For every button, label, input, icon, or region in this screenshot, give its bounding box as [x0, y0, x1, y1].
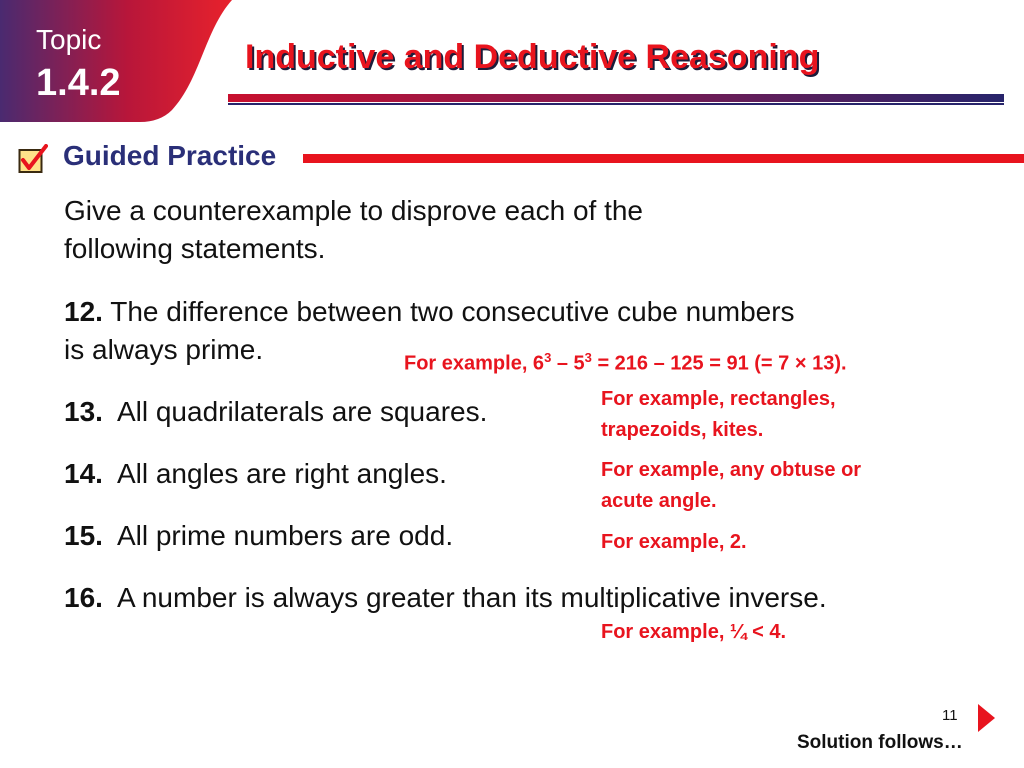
- answer-12: [404, 342, 847, 380]
- question-number: 13.: [64, 396, 103, 427]
- instructions-line-2: following statements.: [64, 233, 326, 264]
- topic-label: Topic: [36, 24, 102, 55]
- instructions-line-1: Give a counterexample to disprove each of the: [64, 195, 644, 226]
- answer-text: = 216 – 125 = 91 (= 7 × 13).: [591, 352, 847, 375]
- next-arrow-icon[interactable]: [976, 703, 996, 733]
- topic-badge: [0, 0, 232, 122]
- question-13: [64, 396, 487, 428]
- section-divider: [303, 154, 1024, 163]
- question-number: 12.: [64, 296, 103, 327]
- question-text: All angles are right angles.: [116, 458, 447, 489]
- answer-line-2: acute angle.: [601, 490, 717, 512]
- answer-16: For example, ¼ < 4.: [601, 621, 787, 643]
- answer-line-1: For example, any obtuse or: [601, 459, 862, 481]
- answer-13: [601, 384, 836, 446]
- page-number: 11: [942, 707, 958, 724]
- question-16: [64, 582, 827, 614]
- exponent: 3: [544, 350, 552, 365]
- answer-14: [601, 455, 861, 517]
- section-title: Guided Practice: [63, 140, 277, 171]
- question-number: 15.: [64, 520, 103, 551]
- checkbox-check-icon: [18, 144, 48, 174]
- question-text: All quadrilaterals are squares.: [116, 396, 488, 427]
- answer-line-2: trapezoids, kites.: [601, 419, 764, 441]
- question-text: The difference between two consecutive cube numbers: [110, 296, 795, 327]
- question-number: 14.: [64, 458, 103, 489]
- question-text-line-2: is always prime.: [64, 334, 264, 365]
- instructions: [64, 192, 804, 268]
- slide-title: Inductive and Deductive Reasoning: [245, 38, 820, 76]
- question-text: All prime numbers are odd.: [116, 520, 454, 551]
- title-divider: [228, 94, 1004, 102]
- question-text: A number is always greater than its multiplicative inverse.: [116, 582, 827, 613]
- question-number: 16.: [64, 582, 103, 613]
- topic-number: 1.4.2: [36, 62, 121, 104]
- answer-15: For example, 2.: [601, 531, 747, 553]
- question-15: [64, 520, 453, 552]
- solution-follows-text: Solution follows…: [797, 732, 963, 753]
- exponent: 3: [584, 350, 592, 365]
- answer-line-1: For example, rectangles,: [601, 388, 836, 410]
- answer-text: – 5: [551, 352, 585, 375]
- answer-text: For example, 6: [404, 352, 545, 375]
- question-14: [64, 458, 447, 490]
